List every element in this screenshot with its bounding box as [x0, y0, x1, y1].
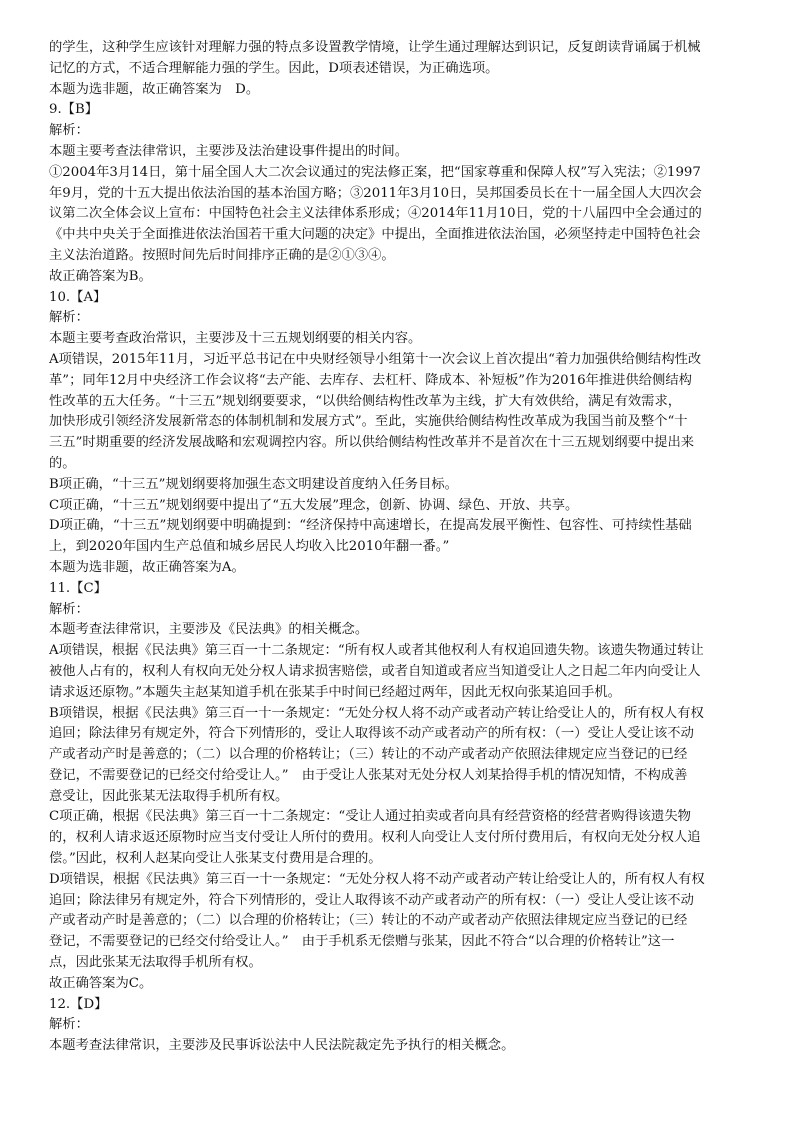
text-line: D项错误，根据《民法典》第三百一十一条规定：“无处分权人将不动产或者动产转让给受让人的，所有权人有权 — [49, 871, 705, 887]
text-line: 年9月，党的十五大提出依法治国的基本治国方略；③2011年3月10日，吴邦国委员长在十一届全国人大四次会 — [49, 185, 702, 201]
text-line: 本题考查法律常识，主要涉及《民法典》的相关概念。 — [49, 622, 369, 638]
text-line: 革”；同年12月中央经济工作会议将“去产能、去库存、去杠杆、降成本、补短板”作为2016年推进供给侧结构 — [49, 372, 692, 388]
text-line: ①2004年3月14日，第十届全国人大二次会议通过的宪法修正案，把“国家尊重和保障人权”写入宪法；②1997 — [49, 164, 701, 180]
text-line: 产或者动产时是善意的；（二）以合理的价格转让；（三）转让的不动产或者动产依照法律规定应当登记的已经 — [49, 913, 688, 929]
text-line: A项错误，根据《民法典》第三百一十二条规定：“所有权人或者其他权利人有权追回遗失物。该遗失物通过转让 — [49, 643, 704, 659]
text-line: 点，因此张某无法取得手机所有权。 — [49, 955, 262, 971]
text-line: 故正确答案为B。 — [49, 268, 152, 284]
text-line: 登记，不需要登记的已经交付给受让人。” 由于手机系无偿赠与张某，因此不符合“以合理的价格转让”这一 — [49, 934, 675, 950]
text-line: 《中共中央关于全面推进依法治国若干重大问题的决定》中提出，全面推进依法治国，必须坚持走中国特色社会 — [49, 227, 701, 243]
text-line: 本题为选非题，故正确答案为 D。 — [49, 81, 260, 97]
text-line: 加快形成引领经济发展新常态的体制机制和发展方式”。至此，实施供给侧结构性改革成为我国当前及整个“十 — [49, 414, 688, 430]
text-line: 被他人占有的，权利人有权向无处分权人请求损害赔偿，或者自知道或者应当知道受让人之日起二年内向受让人 — [49, 663, 701, 679]
text-line: 的，权利人请求返还原物时应当支付受让人所付的费用。权利人向受让人支付所付费用后，有权向无处分权人追 — [49, 830, 701, 846]
text-line: 10.【A】 — [49, 289, 107, 305]
text-line: 本题主要考查政治常识，主要涉及十三五规划纲要的相关内容。 — [49, 331, 422, 347]
text-line: 本题主要考查法律常识，主要涉及法治建设事件提出的时间。 — [49, 143, 409, 159]
text-line: B项正确，“十三五”规划纲要将加强生态文明建设首度纳入任务目标。 — [49, 476, 458, 492]
text-line: B项错误，根据《民法典》第三百一十一条规定：“无处分权人将不动产或者动产转让给受让人的，所有权人有权 — [49, 705, 704, 721]
text-line: 解析： — [49, 601, 89, 617]
text-line: 本题为选非题，故正确答案为A。 — [49, 559, 245, 575]
text-line: 上，到2020年国内生产总值和城乡居民人均收入比2010年翻一番。” — [49, 539, 450, 555]
text-line: 11.【C】 — [49, 580, 107, 596]
text-line: 议第二次全体会议上宣布：中国特色社会主义法律体系形成；④2014年11月10日，党的十八届四中全会通过的 — [49, 206, 702, 222]
text-line: 的。 — [49, 455, 76, 471]
text-line: 三五”时期重要的经济发展战略和宏观调控内容。所以供给侧结构性改革并不是首次在十三五规划纲要中提出来 — [49, 435, 695, 451]
text-line: 解析： — [49, 123, 89, 139]
text-line: 本题考查法律常识，主要涉及民事诉讼法中人民法院裁定先予执行的相关概念。 — [49, 1038, 515, 1054]
text-line: 意受让，因此张某无法取得手机所有权。 — [49, 788, 289, 804]
text-line: 的学生，这种学生应该针对理解力强的特点多设置教学情境，让学生通过理解达到识记，反复朗读背诵属于机械 — [49, 40, 701, 55]
text-line: 追回；除法律另有规定外，符合下列情形的，受让人取得该不动产或者动产的所有权：（一）受让人受让该不动 — [49, 726, 694, 742]
text-line: C项正确，“十三五”规划纲要中提出了“五大发展”理念，创新、协调、绿色、开放、共享。 — [49, 497, 579, 513]
text-line: C项正确，根据《民法典》第三百一十二条规定：“受让人通过拍卖或者向具有经营资格的经营者购得该遗失物 — [49, 809, 691, 825]
text-line: 产或者动产时是善意的；（二）以合理的价格转让；（三）转让的不动产或者动产依照法律规定应当登记的已经 — [49, 747, 688, 763]
text-line: 9.【B】 — [49, 102, 99, 118]
text-line: 故正确答案为C。 — [49, 975, 153, 991]
text-line: 追回；除法律另有规定外，符合下列情形的，受让人取得该不动产或者动产的所有权：（一）受让人受让该不动 — [49, 892, 694, 908]
document-body — [49, 38, 760, 1057]
text-line: 解析： — [49, 310, 89, 326]
text-line: 解析： — [49, 1017, 89, 1033]
text-line: A项错误，2015年11月，习近平总书记在中央财经领导小组第十一次会议上首次提出“着力加强供给侧结构性改 — [49, 351, 702, 367]
text-line: 主义法治道路。按照时间先后时间排序正确的是②①③④。 — [49, 247, 395, 263]
text-line: 登记，不需要登记的已经交付给受让人。” 由于受让人张某对无处分权人刘某拾得手机的情况知情，不构成善 — [49, 767, 688, 783]
text-line: 记忆的方式，不适合理解能力强的学生。因此，D项表述错误，为正确选项。 — [49, 60, 499, 76]
text-line: 性改革的五大任务。“十三五”规划纲要要求，“以供给侧结构性改革为主线，扩大有效供给，满足有效需求， — [49, 393, 682, 409]
text-line: 12.【D】 — [49, 996, 108, 1012]
text-line: 偿。”因此，权利人赵某向受让人张某支付费用是合理的。 — [49, 851, 382, 867]
text-line: D项正确，“十三五”规划纲要中明确提到：“经济保持中高速增长，在提高发展平衡性、包容性、可持续性基础 — [49, 518, 692, 534]
text-line: 请求返还原物。”本题失主赵某知道手机在张某手中时间已经超过两年，因此无权向张某追回手机。 — [49, 684, 621, 700]
